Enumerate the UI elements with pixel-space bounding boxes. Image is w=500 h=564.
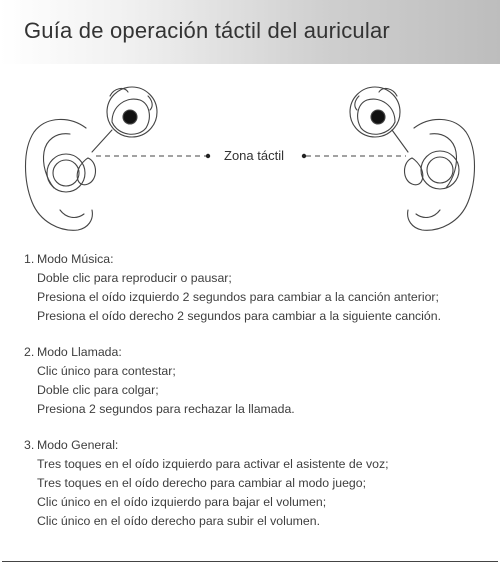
section-number: 3. [24, 438, 35, 452]
section-number: 2. [24, 345, 35, 359]
section-call-mode [24, 343, 494, 419]
section-general-mode [24, 436, 494, 531]
section-number: 1. [24, 252, 35, 266]
section-title: Modo General: [37, 438, 119, 452]
list-item: Clic único en el oído derecho para subir el volumen. [37, 514, 320, 528]
section-heading [24, 436, 494, 455]
list-item: Clic único en el oído izquierdo para bajar el volumen; [37, 495, 327, 509]
section-music-mode [24, 250, 494, 326]
touch-zone-label: Zona táctil [224, 148, 284, 163]
list-item: Presiona el oído izquierdo 2 segundos para cambiar a la canción anterior; [37, 290, 439, 304]
instructions-list [24, 250, 494, 531]
list-item: Doble clic para colgar; [37, 383, 159, 397]
title-banner [0, 0, 500, 64]
list-item: Presiona 2 segundos para rechazar la llamada. [37, 402, 295, 416]
list-item: Clic único para contestar; [37, 364, 176, 378]
page-title: Guía de operación táctil del auricular [24, 18, 390, 43]
section-title: Modo Llamada: [37, 345, 122, 359]
list-item: Presiona el oído derecho 2 segundos para cambiar a la siguiente canción. [37, 309, 442, 323]
list-item: Tres toques en el oído izquierdo para activar el asistente de voz; [37, 457, 389, 471]
bottom-divider [2, 561, 498, 562]
left-ear-illustration [26, 87, 158, 230]
section-heading [24, 250, 494, 269]
section-title: Modo Música: [37, 252, 114, 266]
section-heading [24, 343, 494, 362]
list-item: Tres toques en el oído derecho para cambiar al modo juego; [37, 476, 367, 490]
right-ear-illustration [350, 87, 475, 230]
list-item: Doble clic para reproducir o pausar; [37, 271, 232, 285]
